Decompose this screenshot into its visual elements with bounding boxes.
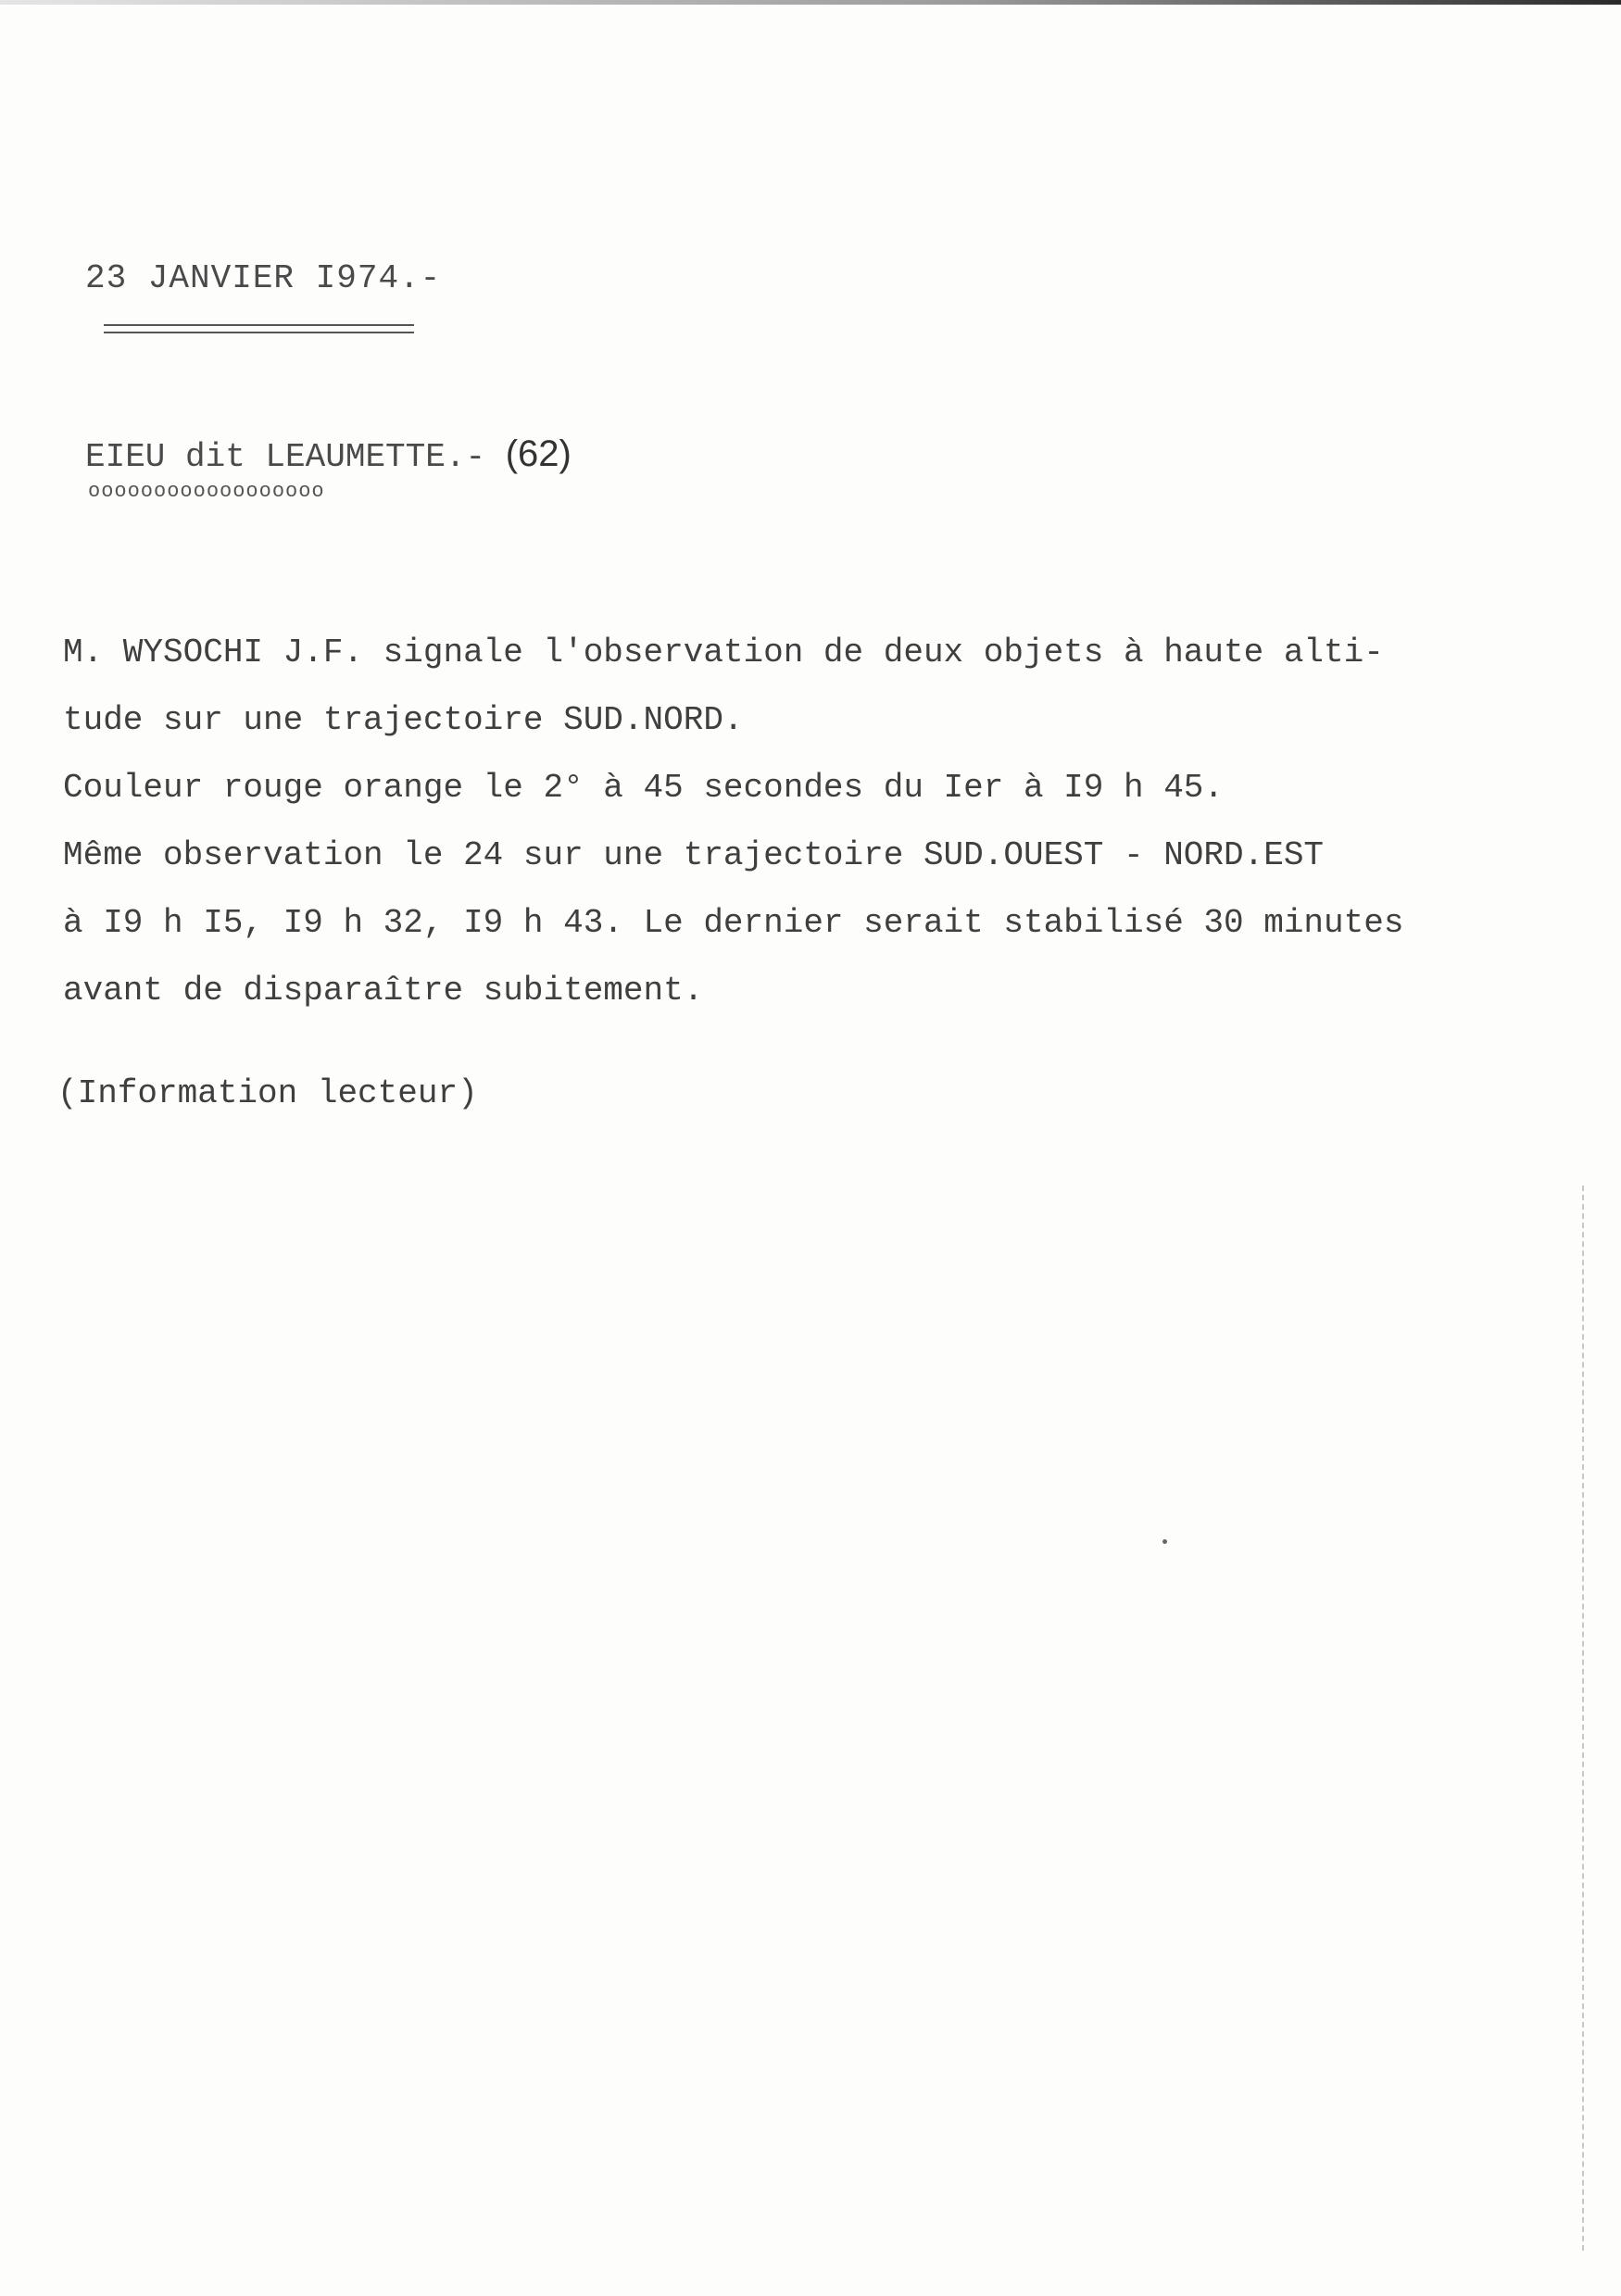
place-department-number: (62) <box>505 433 572 474</box>
body-line: Couleur rouge orange le 2° à 45 secondes du Ier à I9 h 45. <box>63 769 1225 807</box>
page-right-edge-mark <box>1582 1186 1586 2251</box>
place-name: EIEU dit LEAUMETTE.- <box>85 438 486 476</box>
body-line: à I9 h I5, I9 h 32, I9 h 43. Le dernier serait stabilisé 30 minutes <box>63 904 1404 942</box>
report-place <box>85 433 572 476</box>
report-date: 23 JANVIER I974.- <box>85 259 442 297</box>
page-top-border <box>0 0 1621 5</box>
body-line: avant de disparaître subitement. <box>63 972 704 1010</box>
place-underline: oooooooooooooooooo <box>88 480 325 503</box>
report-date-underline <box>104 324 414 333</box>
body-line: Même observation le 24 sur une trajectoire SUD.OUEST - NORD.EST <box>63 836 1325 874</box>
ink-speck <box>1162 1539 1167 1544</box>
report-body <box>63 619 1545 1024</box>
source-note: (Information lecteur) <box>57 1074 478 1112</box>
body-line: tude sur une trajectoire SUD.NORD. <box>63 701 744 739</box>
body-line: M. WYSOCHI J.F. signale l'observation de deux objets à haute alti- <box>63 634 1384 671</box>
